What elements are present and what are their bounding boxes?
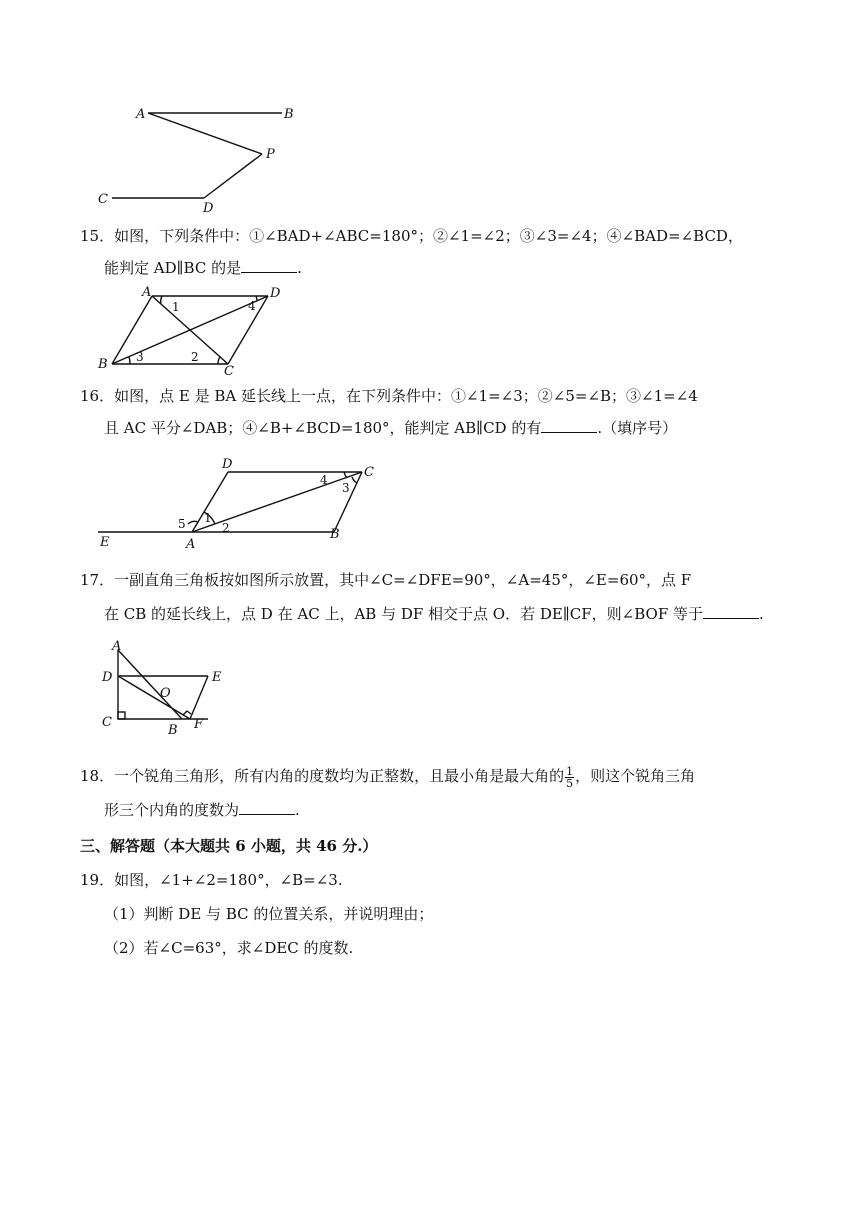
label-A: A — [186, 537, 196, 552]
q19-part2: （2）若∠C=63°，求∠DEC 的度数. — [104, 939, 354, 957]
q17-line2-end: . — [759, 605, 764, 623]
label-E: E — [212, 670, 222, 685]
fraction-numerator: 1 — [566, 764, 574, 778]
label-D: D — [203, 201, 214, 215]
angle-mark-5: 5 — [178, 517, 186, 531]
angle-mark-3: 3 — [342, 481, 350, 495]
figure-q17 — [94, 638, 234, 738]
q18-line1 — [80, 764, 695, 789]
figure-q14 — [90, 100, 310, 215]
q16-line2-end: .（填序号） — [597, 419, 678, 437]
answer-blank-18[interactable] — [239, 800, 295, 815]
q19-line1: 19．如图，∠1+∠2=180°，∠B=∠3. — [80, 871, 343, 889]
q18-line1-text: 18．一个锐角三角形，所有内角的度数均为正整数，且最小角是最大角的 — [80, 767, 565, 785]
angle-mark-1: 1 — [204, 511, 212, 525]
label-D: D — [270, 286, 281, 301]
angle-mark-2: 2 — [191, 350, 199, 364]
angle-mark-4: 4 — [320, 473, 328, 487]
q18-line1-end: ，则这个锐角三角 — [575, 767, 696, 785]
fraction-denominator: 5 — [566, 776, 574, 790]
label-B: B — [330, 527, 340, 542]
label-P: P — [266, 147, 275, 162]
q19-part1: （1）判断 DE 与 BC 的位置关系，并说明理由； — [104, 905, 434, 923]
q15-line2 — [104, 258, 302, 278]
label-B: B — [284, 107, 294, 122]
label-F: F — [194, 717, 204, 732]
label-B: B — [98, 357, 108, 372]
angle-mark-1: 1 — [172, 300, 180, 314]
angle-mark-2: 2 — [222, 521, 230, 535]
label-C: C — [102, 715, 112, 730]
figure-q16 — [94, 454, 384, 552]
label-E: E — [100, 535, 110, 550]
q18-line2-text: 形三个内角的度数为 — [104, 801, 240, 819]
q16-line2 — [104, 418, 677, 438]
q16-line1: 16．如图，点 E 是 BA 延长线上一点，在下列条件中：①∠1=∠3；②∠5=∠B；③∠1=∠4 — [80, 387, 698, 405]
label-B: B — [168, 723, 178, 738]
answer-blank-16[interactable] — [541, 418, 597, 433]
q17-line1: 17．一副直角三角板按如图所示放置，其中∠C=∠DFE=90°，∠A=45°，∠E=60°，点 F — [80, 571, 692, 589]
q18-line2-end: . — [295, 801, 300, 819]
label-O: O — [160, 686, 171, 701]
q18-line2 — [104, 800, 300, 820]
q15-line2-end: . — [297, 259, 302, 277]
label-D: D — [102, 670, 113, 685]
q17-line2 — [104, 604, 764, 624]
angle-mark-4: 4 — [248, 299, 256, 313]
label-C: C — [98, 192, 108, 207]
label-A: A — [142, 285, 152, 300]
q15-line1: 15．如图，下列条件中：①∠BAD+∠ABC=180°；②∠1=∠2；③∠3=∠4；④∠BAD=∠BCD， — [80, 227, 743, 245]
fraction-one-fifth — [565, 766, 574, 789]
q16-line2-text: 且 AC 平分∠DAB；④∠B+∠BCD=180°，能判定 AB∥CD 的有 — [104, 419, 542, 437]
answer-blank-15[interactable] — [241, 258, 297, 273]
figure-q15 — [90, 284, 290, 376]
section-heading: 三、解答题（本大题共 6 小题，共 46 分.） — [80, 837, 378, 855]
label-A: A — [112, 639, 122, 654]
q17-line2-text: 在 CB 的延长线上，点 D 在 AC 上，AB 与 DF 相交于点 O．若 DE∥CF，则∠BOF 等于 — [104, 605, 704, 623]
label-A: A — [136, 107, 146, 122]
label-C: C — [224, 364, 234, 376]
label-C: C — [364, 465, 374, 480]
label-D: D — [222, 457, 233, 472]
answer-blank-17[interactable] — [703, 604, 759, 619]
angle-mark-3: 3 — [136, 350, 144, 364]
q15-line2-text: 能判定 AD∥BC 的是 — [104, 259, 242, 277]
